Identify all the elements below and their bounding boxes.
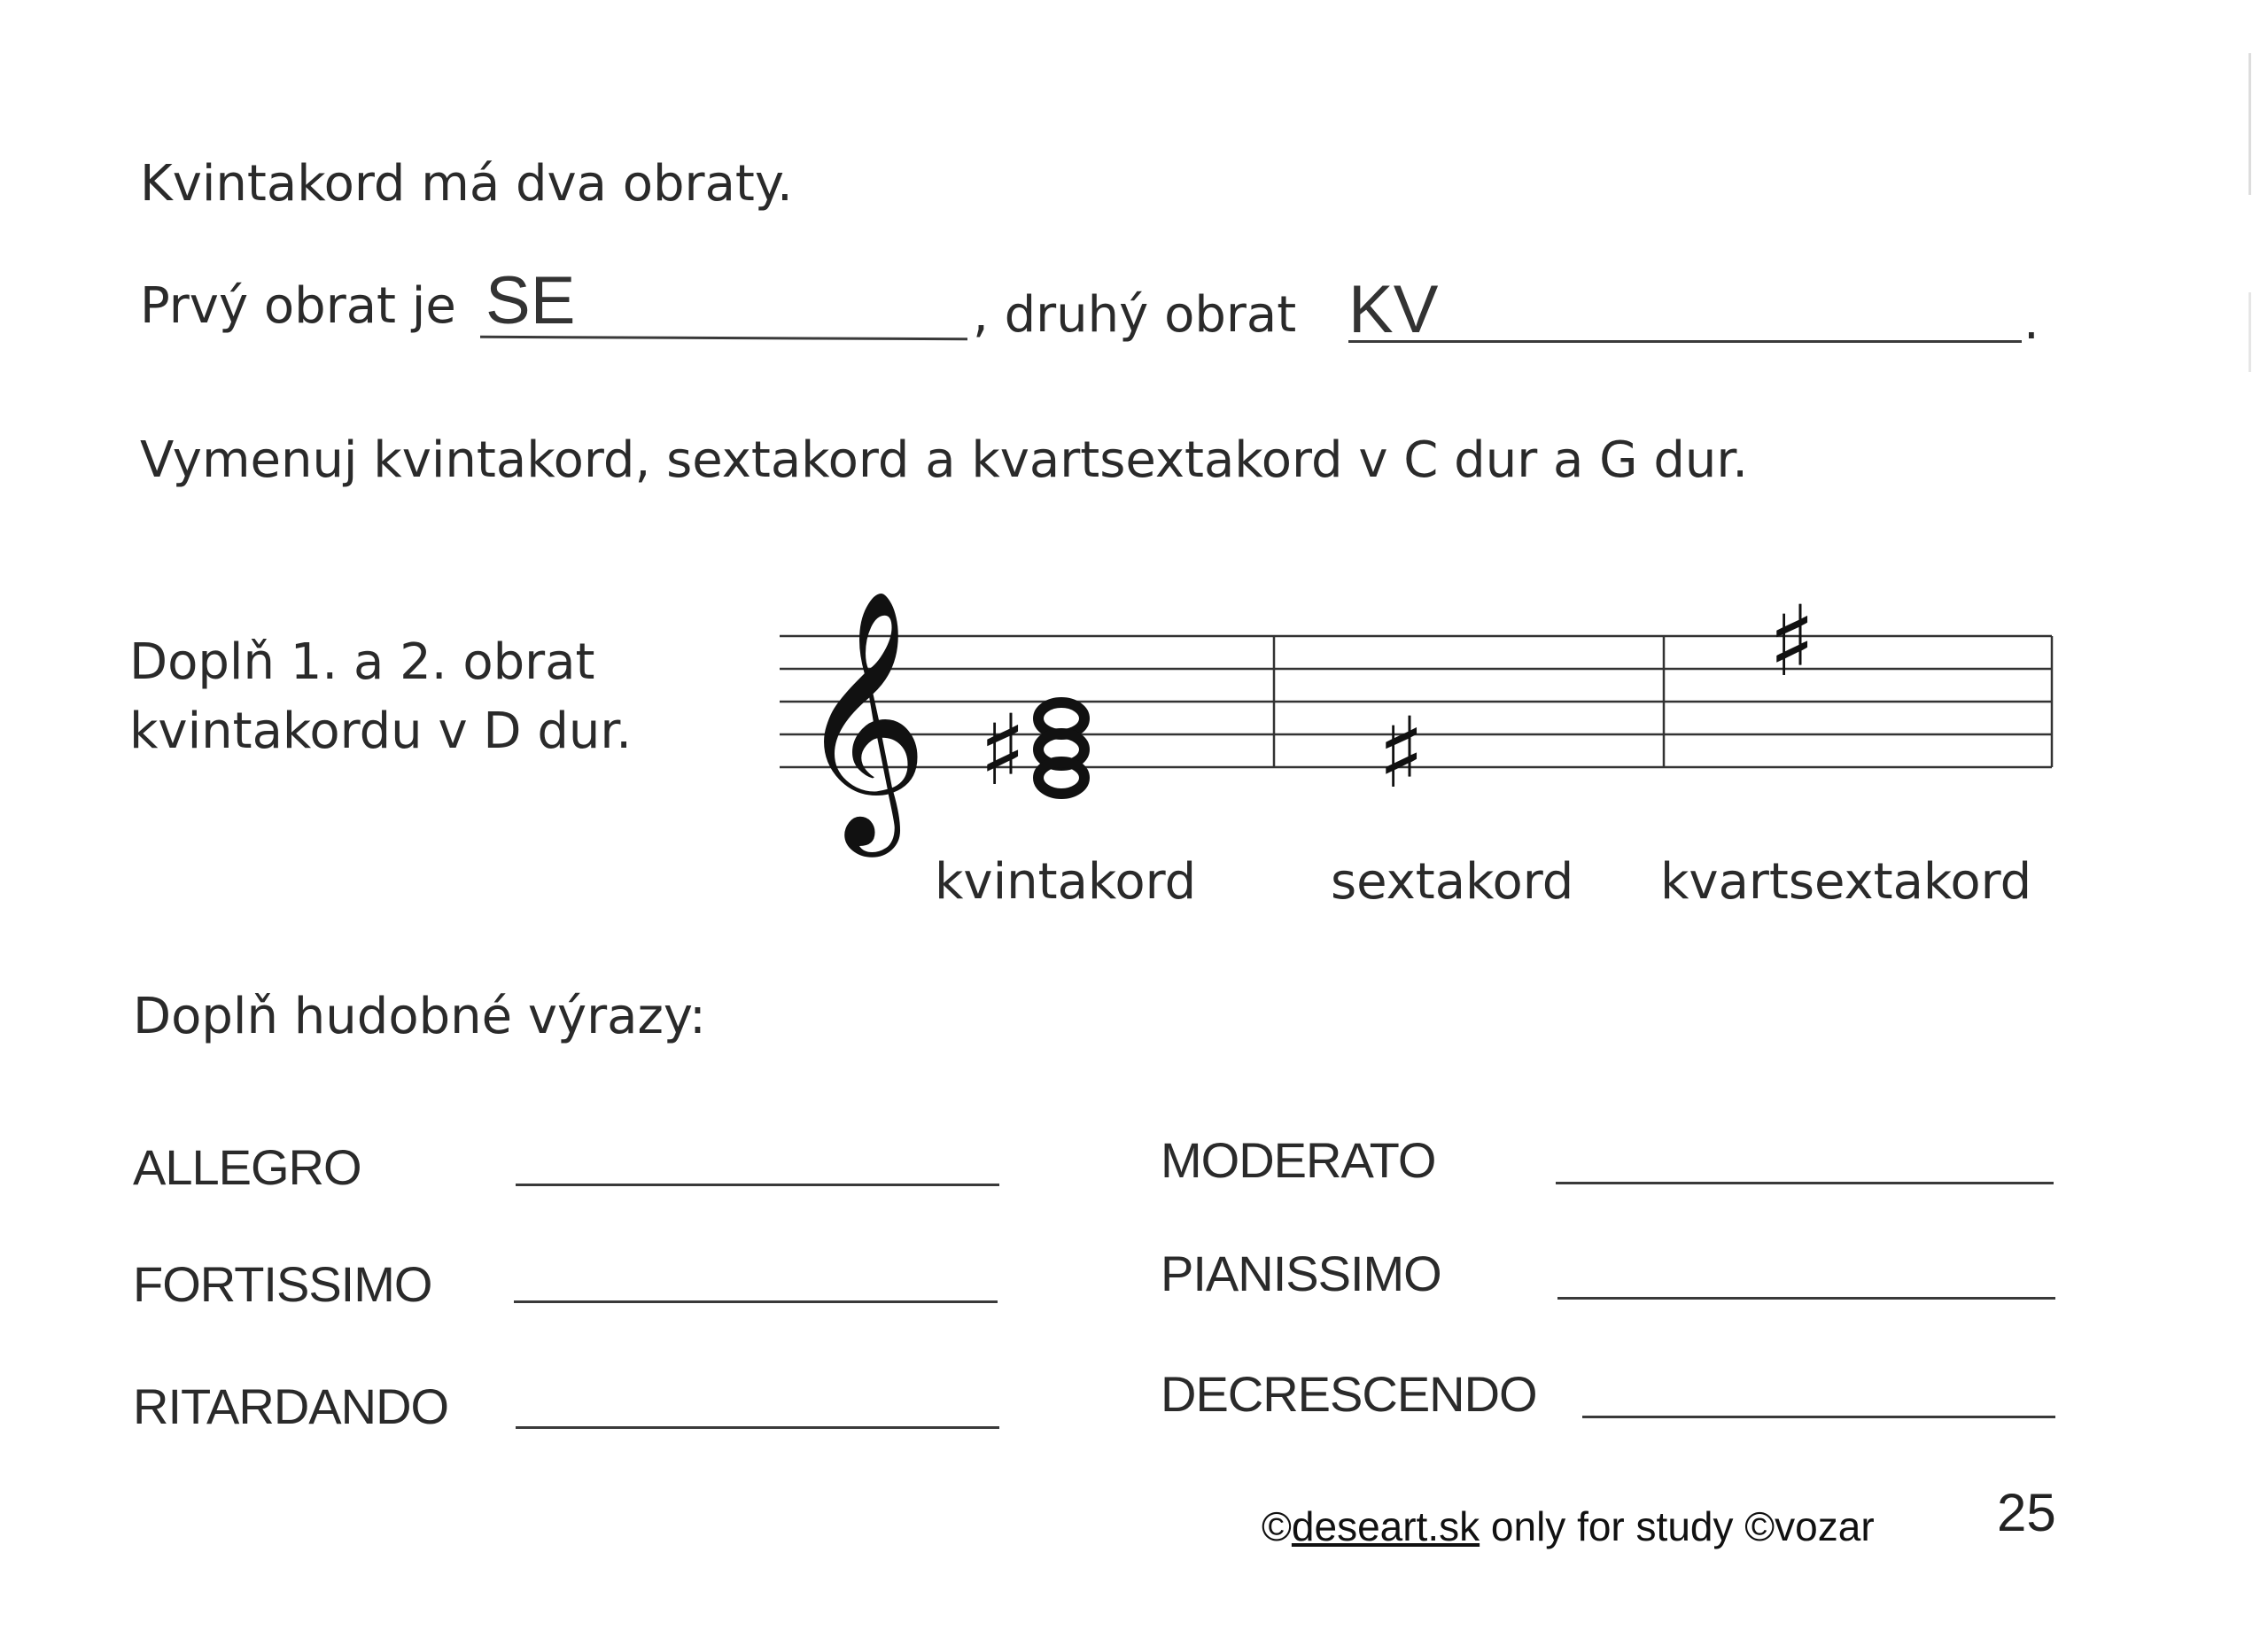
copyright-symbol: © bbox=[1262, 1503, 1292, 1549]
note-head bbox=[1038, 734, 1084, 765]
label-kvartsextakord: kvartsextakord bbox=[1660, 853, 2032, 911]
copyright-notice bbox=[1262, 1503, 1875, 1549]
page-number: 25 bbox=[1997, 1483, 2056, 1542]
term-moderato-blank[interactable] bbox=[1556, 1182, 2054, 1184]
term-pianissimo-blank[interactable] bbox=[1557, 1297, 2055, 1300]
term-decrescendo-blank[interactable] bbox=[1582, 1416, 2055, 1418]
task-name-chords: Vymenuj kvintakord, sextakord a kvartsextakord v C dur a G dur. bbox=[140, 431, 1749, 489]
chord-d-major bbox=[979, 694, 1084, 807]
term-fortissimo: FORTISSIMO bbox=[133, 1256, 432, 1312]
note-head bbox=[1038, 762, 1084, 794]
second-inversion-prompt: , druhý obrat bbox=[973, 286, 1297, 344]
task-fill-line-1: Doplň 1. a 2. obrat bbox=[129, 633, 595, 691]
sharp-icon: ♯ bbox=[979, 694, 1027, 807]
task-terms: Doplň hudobné výrazy: bbox=[133, 988, 706, 1045]
note-head bbox=[1038, 702, 1084, 734]
intro-text: Kvintakord má dva obraty. bbox=[140, 155, 793, 213]
term-allegro-blank[interactable] bbox=[516, 1184, 999, 1186]
sharp-icon: ♯ bbox=[1378, 696, 1425, 810]
label-kvintakord: kvintakord bbox=[935, 853, 1197, 911]
end-dot: . bbox=[2023, 293, 2039, 351]
first-inversion-blank bbox=[480, 336, 967, 340]
term-ritardando-blank[interactable] bbox=[516, 1426, 999, 1429]
term-pianissimo: PIANISSIMO bbox=[1161, 1246, 1441, 1301]
second-inversion-blank bbox=[1348, 340, 2022, 343]
site-link[interactable]: deseart.sk bbox=[1291, 1503, 1480, 1549]
copyright-rest: only for study ©vozar bbox=[1480, 1503, 1875, 1549]
label-sextakord: sextakord bbox=[1331, 853, 1574, 911]
sharp-icon: ♯ bbox=[1768, 585, 1816, 698]
term-fortissimo-blank[interactable] bbox=[514, 1300, 998, 1303]
first-inversion-answer[interactable]: SE bbox=[485, 263, 576, 338]
treble-clef-icon: 𝄞 bbox=[797, 587, 928, 845]
term-moderato: MODERATO bbox=[1161, 1132, 1436, 1188]
term-ritardando: RITARDANDO bbox=[133, 1378, 449, 1434]
scan-edge-mark bbox=[2249, 292, 2251, 372]
second-inversion-answer[interactable]: KV bbox=[1348, 272, 1439, 347]
term-decrescendo: DECRESCENDO bbox=[1161, 1366, 1537, 1422]
term-allegro: ALLEGRO bbox=[133, 1139, 361, 1195]
first-inversion-prompt: Prvý obrat je bbox=[140, 277, 456, 335]
scan-edge-mark bbox=[2249, 53, 2251, 195]
task-fill-line-2: kvintakordu v D dur. bbox=[129, 702, 633, 760]
